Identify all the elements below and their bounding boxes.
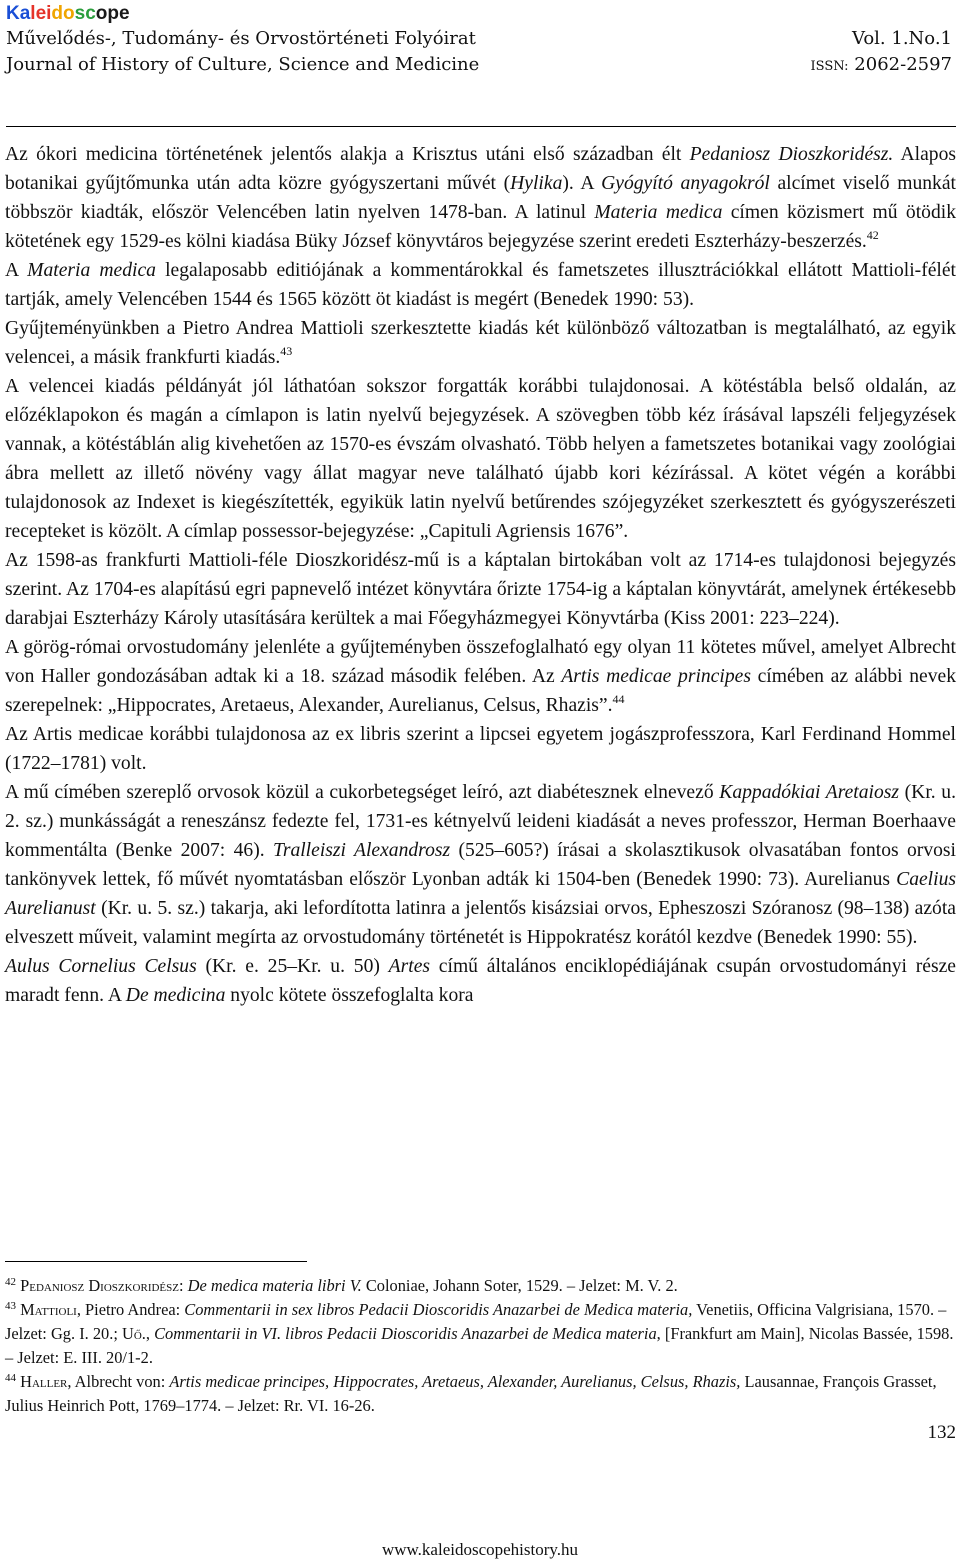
logo-part: Ka [6,3,31,24]
footnote: $^{42}$ Pedaniosz Dioszkoridész: De medica materia libri V. Coloniae, Johann Soter, 1529. – Jelzet: M. V. 2. [5,1276,678,1295]
paragraph: A görög-római orvostudomány jelenléte a gyűjteményben összefoglalható egy olyan 11 kötetes művel, amelyet Albrecht von Haller gondozásában adtak ki a 18. század második felében. Az Artis medicae principes címében az alábbi nevek szerepelnek: „Hippocrates, Aretaeus, Alexander, Aurelianus, Celsus, Rhazis”.$^{44}$ [5,637,956,716]
journal-subtitle-hu: Művelődés-, Tudomány- és Orvostörténeti Folyóirat [6,28,476,49]
footnote: $^{43}$ Mattioli, Pietro Andrea: Commentarii in sex libros Pedacii Dioscoridis Anazarbei de Medica materia, Venetiis, Officina Valgrisiana, 1570. – Jelzet: Gg. I. 20.; Uő., Commentarii in VI. libros Pedacii Dioscoridis Anazarbei de Medica materia, [Frankfurt am Main], Nicolas Bassée, 1598. – Jelzet: E. III. 20/1-2. [5,1300,954,1367]
footer-url[interactable]: www.kaleidoscopehistory.hu [381,1540,579,1559]
footnotes [5,1274,956,1418]
paragraph: Aulus Cornelius Celsus (Kr. e. 25–Kr. u. 50) Artes című általános enciklopédiájának csupán orvostudományi része maradt fenn. A De medicina nyolc kötete összefoglalta kora [5,956,957,1006]
footnote-ref[interactable]: 42 [866,228,879,242]
journal-logo [6,2,956,26]
journal-header [6,2,956,80]
logo-part: do [51,3,75,24]
paragraph: A mű címében szereplő orvosok közül a cukorbetegséget leíró, azt diabétesznek elnevező Kappadókiai Aretaiosz (Kr. u. 2. sz.) munkásságát a reneszánsz fedezte fel, 1731-es kétnyelvű leideni kiadását a neves professzor, Herman Boerhaave kommentálta (Benke 2007: 46). Tralleiszi Alexandrosz (525–605?) írásai a skolasztikusok olvasatában fontos orvosi tankönyvek lettek, fő művét nyomtatásban először Lyonban adták ki 1504-ben (Benedek 1990: 73). Aurelianus Caelius Aurelianust (Kr. u. 5. sz.) takarja, aki lefordította latinra a jelentős kisázsiai orvos, Epheszoszi Szóranosz (98–138) azóta elveszett műveit, valamint megírta az orvostudomány történetét is Hippokratész korától kezdve (Benedek 1990: 55). [5,782,956,948]
footnote-ref[interactable]: 44 [612,692,625,706]
footnote: $^{44}$ Haller, Albrecht von: Artis medicae principes, Hippocrates, Aretaeus, Alexander, Aurelianus, Celsus, Rhazis, Lausannae, François Grasset, Julius Heinrich Pott, 1769–1774. – Jelzet: Rr. VI. 16-26. [5,1372,937,1415]
paragraph: A Materia medica legalaposabb editiójának a kommentárokkal és fametszetes illusztrációkkal ellátott Mattioli-félét tartják, amely Velencében 1544 és 1565 között öt kiadást is megért (Benedek 1990: 53). [5,260,957,310]
article-body [5,140,956,1010]
paragraph: Az Artis medicae korábbi tulajdonosa az ex libris szerint a lipcsei egyetem jogászprofesszora, Karl Ferdinand Hommel (1722–1781) volt. [5,724,956,774]
footnote-divider [5,1261,307,1262]
header-divider [6,126,956,127]
logo-part: sc [74,3,96,24]
page-number: 132 [927,1422,956,1443]
issn-value: 2062-2597 [854,54,952,75]
paragraph: Az 1598-as frankfurti Mattioli-féle Dioszkoridész-mű is a káptalan birtokában volt az 1714-es tulajdonosi bejegyzés szerint. Az 1704-es alapítású egri papnevelő intézet könyvtára őrizte 1754-ig a káptalan könyvtárát, amelynek értékesebb darabjai Eszterházy Károly utasítására kerültek a mai Főegyházmegyei Könyvtárba (Kiss 2001: 223–224). [5,550,956,629]
footnote-ref[interactable]: 43 [280,344,293,358]
journal-subtitle-en: Journal of History of Culture, Science and Medicine [6,54,480,75]
logo-part: lei [30,3,52,24]
journal-issn [811,52,952,80]
logo-part: ope [95,3,130,24]
header-row-2 [6,52,956,80]
journal-volume: Vol. 1.No.1 [851,28,952,49]
paragraph: Az ókori medicina történetének jelentős alakja a Krisztus utáni első században élt Pedaniosz Dioszkoridész. Alapos botanikai gyűjtőmunka után adta közre gyógyszertani művét (Hylika). A Gyógyító anyagokról alcímet viselő munkát többször kiadták, először Velencében latin nyelven 1478-ban. A latinul Materia medica címen közismert mű ötödik kötetének egy 1529-es kölni kiadása Büky József könyvtáros bejegyzése szerint eredeti Eszterházy-beszerzés.$^{42}$ [5,144,956,252]
paragraph: A velencei kiadás példányát jól láthatóan sokszor forgatták korábbi tulajdonosai. A kötéstábla belső oldalán, az előzéklapokon és magán a címlapon is latin nyelvű bejegyzések. A szövegben több kéz írásával lapszéli feljegyzések vannak, a kötéstáblán alig kivehetően az 1570-es évszám olvasható. Több helyen a fametszetes botanikai vagy zoológiai ábra mellett az illető növény vagy állat magyar neve található újabb kori kézírással. A kötet végén a korábbi tulajdonosok az Indexet is kiegészítették, egyikük latin nyelvű betűrendes szójegyzéket szerkesztett és gyógyszerészeti recepteket is közölt. A címlap possessor-bejegyzése: „Capituli Agriensis 1676”. [5,376,956,542]
header-row-1 [6,26,956,52]
paragraph: Gyűjteményünkben a Pietro Andrea Mattioli szerkesztette kiadás két különböző változatban is megtalálható, az egyik velencei, a másik frankfurti kiadás.$^{43}$ [5,318,956,368]
issn-label: ISSN: [810,59,849,74]
